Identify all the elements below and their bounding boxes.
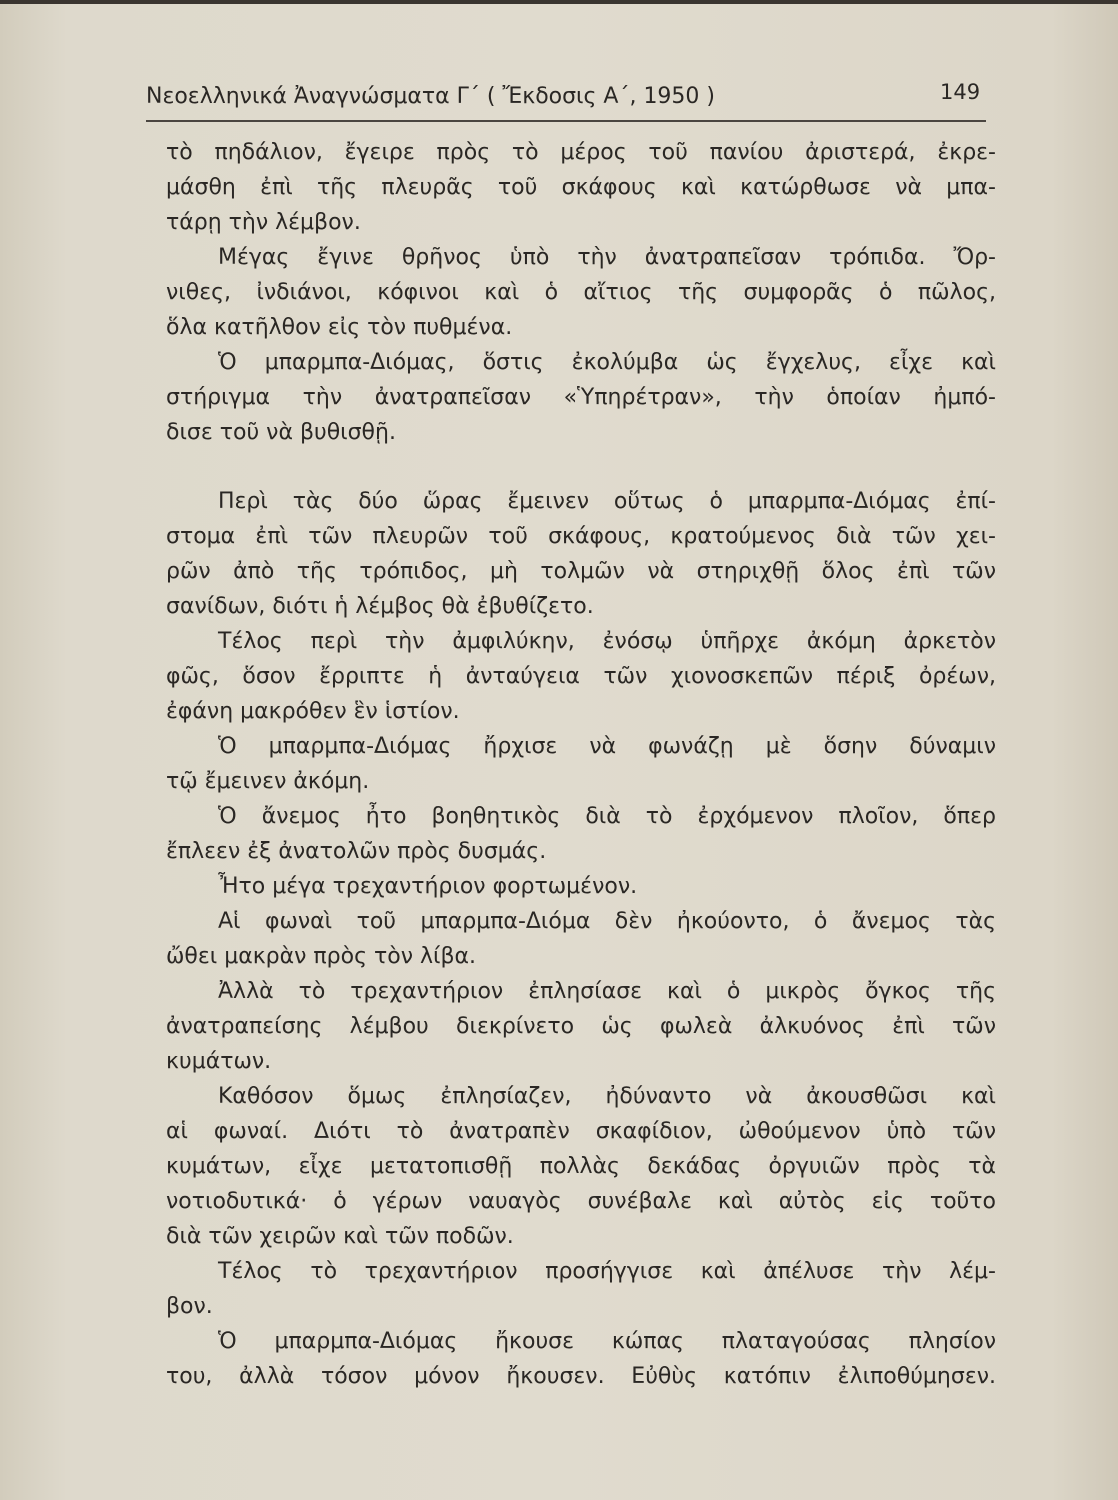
text-line: ὤθει μακρὰν πρὸς τὸν λίβα. bbox=[166, 944, 476, 969]
text-line: φῶς, ὅσον ἔρριπτε ἡ ἀνταύγεια τῶν χιονοσκεπῶν πέριξ ὀρέων, bbox=[166, 664, 996, 689]
header-rule bbox=[146, 120, 986, 122]
header-title: Νεοελληνικά Ἀναγνώσματα Γ΄ ( Ἔκδοσις Α΄, 1950 ) bbox=[146, 84, 716, 109]
text-line: του, ἀλλὰ τόσον μόνον ἤκουσεν. Εὐθὺς κατόπιν ἐλιποθύμησεν. bbox=[166, 1364, 996, 1389]
running-header bbox=[146, 80, 986, 124]
page-top-edge bbox=[0, 0, 1118, 4]
text-line: Τέλος περὶ τὴν ἀμφιλύκην, ἐνόσῳ ὑπῆρχε ἀκόμη ἀρκετὸν bbox=[218, 629, 996, 654]
text-line: Μέγας ἔγινε θρῆνος ὑπὸ τὴν ἀνατραπεῖσαν τρόπιδα. Ὄρ- bbox=[218, 245, 996, 270]
text-line: αἱ φωναί. Διότι τὸ ἀνατραπὲν σκαφίδιον, ὠθούμενον ὑπὸ τῶν bbox=[166, 1119, 996, 1144]
paragraph-gap bbox=[166, 450, 996, 484]
text-line: Ὁ ἄνεμος ἦτο βοηθητικὸς διὰ τὸ ἐρχόμενον πλοῖον, ὅπερ bbox=[218, 804, 996, 829]
text-line: σανίδων, διότι ἡ λέμβος θὰ ἐβυθίζετο. bbox=[166, 594, 594, 619]
text-line: τάρῃ τὴν λέμβον. bbox=[166, 210, 361, 235]
text-line: ἐφάνη μακρόθεν ἓν ἱστίον. bbox=[166, 699, 460, 724]
text-line: στομα ἐπὶ τῶν πλευρῶν τοῦ σκάφους, κρατούμενος διὰ τῶν χει- bbox=[166, 524, 996, 549]
text-line: Περὶ τὰς δύο ὥρας ἔμεινεν οὕτως ὁ μπαρμπα-Διόμας ἐπί- bbox=[218, 489, 996, 514]
text-line: βον. bbox=[166, 1294, 213, 1319]
text-line: Καθόσον ὅμως ἐπλησίαζεν, ἠδύναντο νὰ ἀκουσθῶσι καὶ bbox=[218, 1084, 996, 1109]
text-line: ὅλα κατῆλθον εἰς τὸν πυθμένα. bbox=[166, 315, 513, 340]
text-line: τῷ ἔμεινεν ἀκόμη. bbox=[166, 769, 370, 794]
text-line: νοτιοδυτικά· ὁ γέρων ναυαγὸς συνέβαλε καὶ αὐτὸς εἰς τοῦτο bbox=[166, 1189, 996, 1214]
text-line: μάσθη ἐπὶ τῆς πλευρᾶς τοῦ σκάφους καὶ κατώρθωσε νὰ μπα- bbox=[166, 175, 996, 200]
text-line: διὰ τῶν χειρῶν καὶ τῶν ποδῶν. bbox=[166, 1224, 514, 1249]
page-number: 149 bbox=[940, 80, 981, 104]
text-line: νιθες, ἰνδιάνοι, κόφινοι καὶ ὁ αἴτιος τῆς συμφορᾶς ὁ πῶλος, bbox=[166, 280, 996, 305]
text-line: ἀνατραπείσης λέμβου διεκρίνετο ὡς φωλεὰ ἀλκυόνος ἐπὶ τῶν bbox=[166, 1014, 996, 1039]
text-line: κυμάτων. bbox=[166, 1049, 272, 1074]
text-line: ρῶν ἀπὸ τῆς τρόπιδος, μὴ τολμῶν νὰ στηριχθῇ ὅλος ἐπὶ τῶν bbox=[166, 559, 996, 584]
text-line: Τέλος τὸ τρεχαντήριον προσήγγισε καὶ ἀπέλυσε τὴν λέμ- bbox=[218, 1259, 996, 1284]
text-line: Αἱ φωναὶ τοῦ μπαρμπα-Διόμα δὲν ἠκούοντο, ὁ ἄνεμος τὰς bbox=[218, 909, 996, 934]
text-line: Ἀλλὰ τὸ τρεχαντήριον ἐπλησίασε καὶ ὁ μικρὸς ὄγκος τῆς bbox=[218, 979, 996, 1004]
text-line: Ὁ μπαρμπα-Διόμας ἤρχισε νὰ φωνάζῃ μὲ ὅσην δύναμιν bbox=[218, 734, 996, 759]
text-line: κυμάτων, εἶχε μετατοπισθῇ πολλὰς δεκάδας ὀργυιῶν πρὸς τὰ bbox=[166, 1154, 996, 1179]
text-line: στήριγμα τὴν ἀνατραπεῖσαν «Ὑπηρέτραν», τὴν ὁποίαν ἠμπό- bbox=[166, 385, 996, 410]
text-line: δισε τοῦ νὰ βυθισθῇ. bbox=[166, 420, 396, 445]
text-line: τὸ πηδάλιον, ἔγειρε πρὸς τὸ μέρος τοῦ πανίου ἀριστερά, ἐκρε- bbox=[166, 140, 996, 165]
text-line: Ἦτο μέγα τρεχαντήριον φορτωμένον. bbox=[218, 874, 638, 899]
text-line: Ὁ μπαρμπα-Διόμας, ὅστις ἐκολύμβα ὡς ἔγχελυς, εἶχε καὶ bbox=[218, 350, 996, 375]
text-line: ἔπλεεν ἐξ ἀνατολῶν πρὸς δυσμάς. bbox=[166, 839, 547, 864]
text-line: Ὁ μπαρμπα-Διόμας ἤκουσε κώπας πλαταγούσας πλησίον bbox=[218, 1329, 996, 1354]
body-text bbox=[166, 135, 996, 1394]
